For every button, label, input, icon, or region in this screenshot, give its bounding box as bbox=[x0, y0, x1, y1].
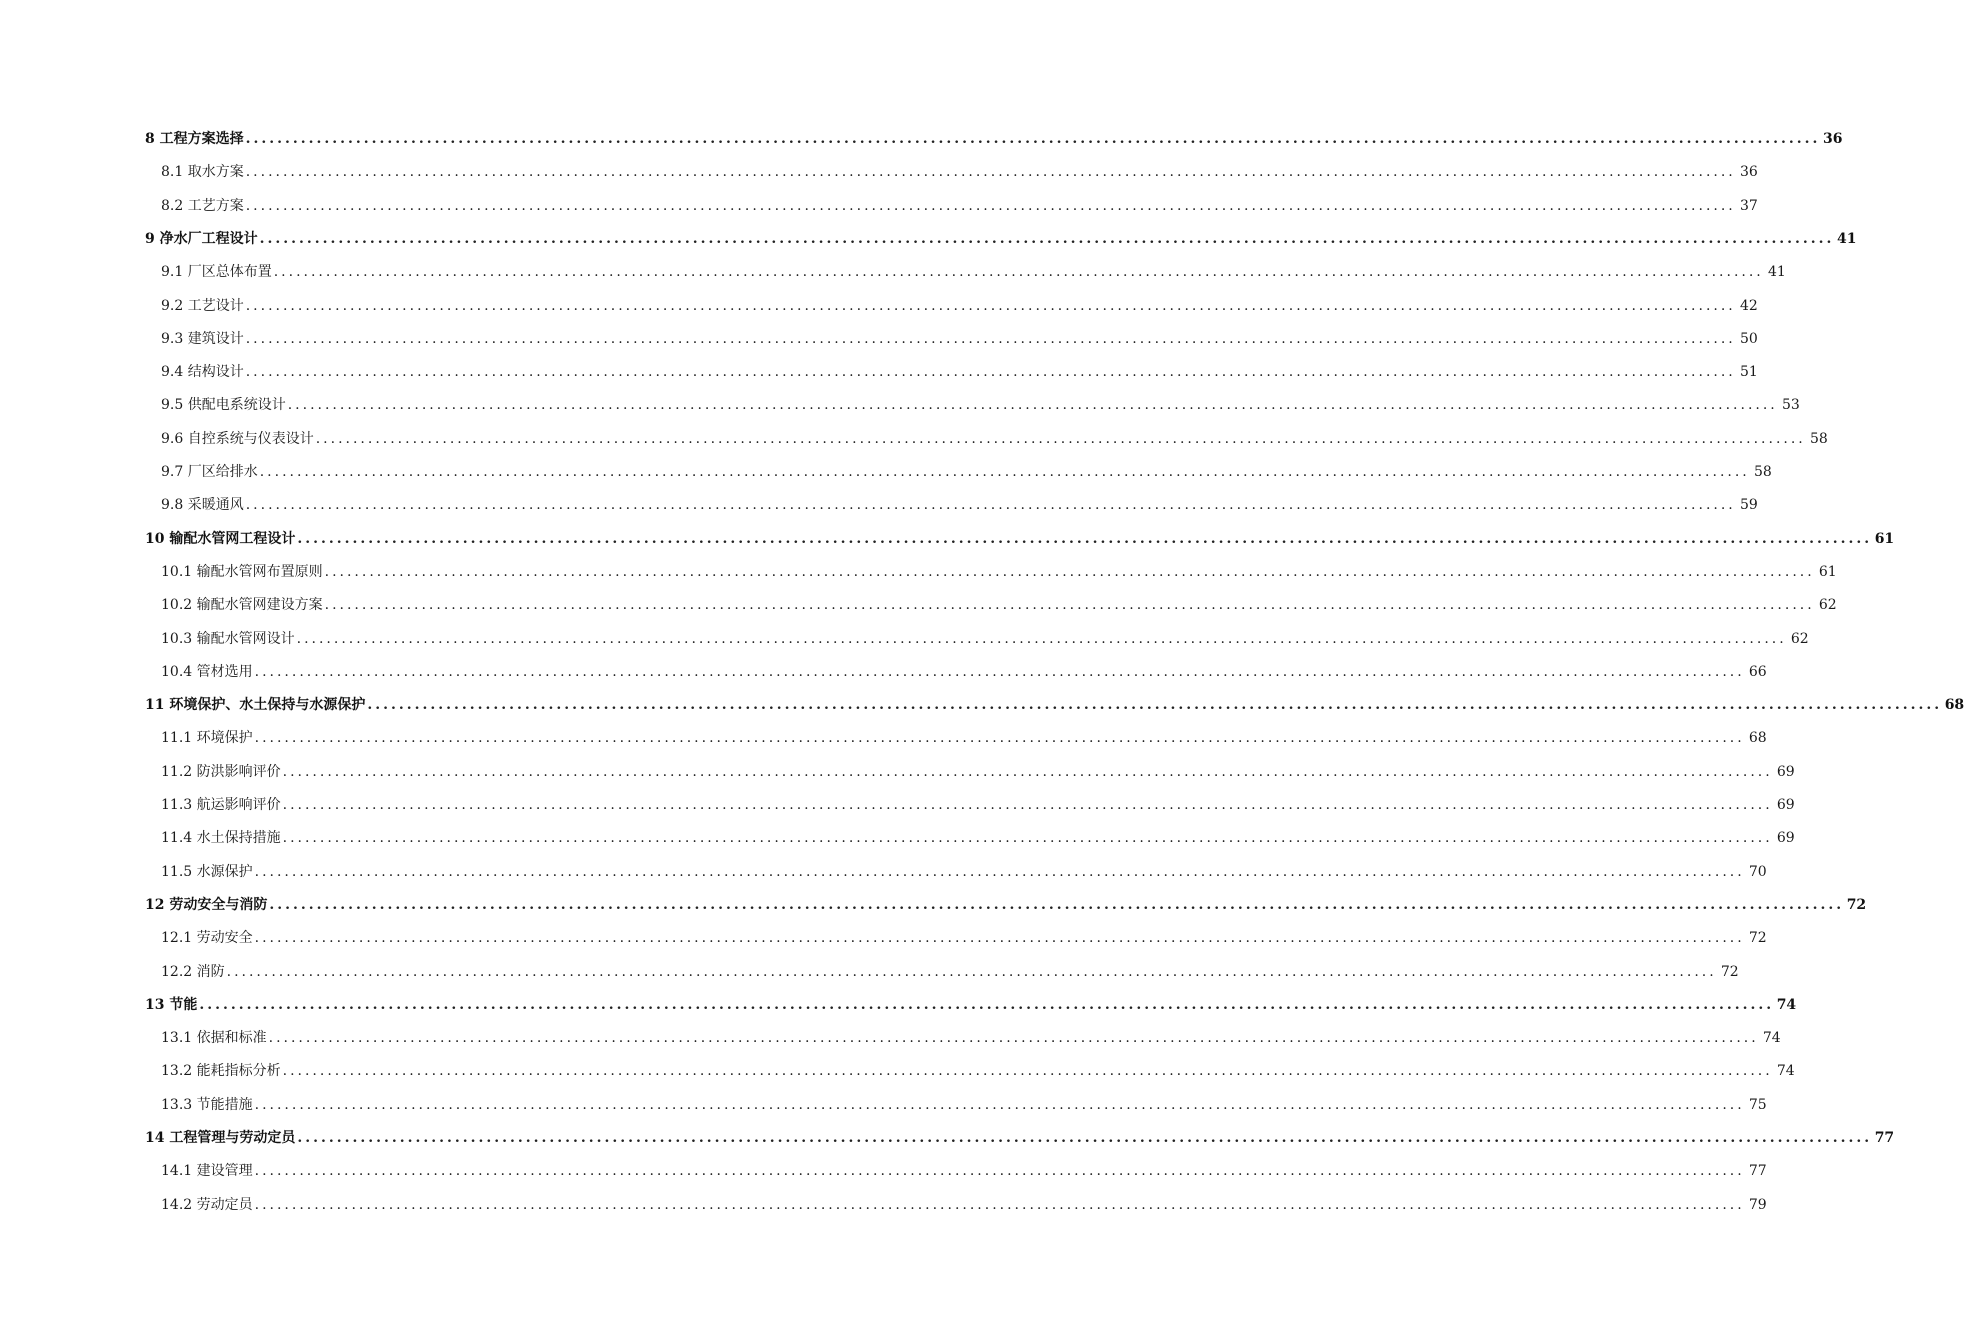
toc-dot-leader: ........................................................................................................................................................................................................ bbox=[324, 563, 1815, 580]
toc-entry-page-number: 74 bbox=[1776, 996, 1797, 1013]
toc-entry-title: 11 环境保护、水土保持与水源保护 bbox=[145, 697, 366, 714]
toc-entry-title: 10.4 管材选用 bbox=[161, 663, 253, 680]
toc-entry-title: 14.1 建设管理 bbox=[161, 1163, 253, 1180]
toc-entry-page-number: 36 bbox=[1822, 131, 1843, 147]
toc-section-entry[interactable] bbox=[161, 858, 1767, 882]
toc-dot-leader: ........................................................................................................................................................................................................ bbox=[245, 131, 1821, 147]
toc-section-entry[interactable] bbox=[161, 791, 1795, 815]
toc-entry-title: 9.2 工艺设计 bbox=[161, 297, 244, 314]
toc-section-entry[interactable] bbox=[161, 325, 1758, 349]
toc-section-entry[interactable] bbox=[161, 158, 1758, 182]
toc-entry-page-number: 36 bbox=[1739, 164, 1758, 181]
toc-chapter-entry[interactable] bbox=[145, 991, 1797, 1015]
toc-chapter-entry[interactable] bbox=[145, 891, 1867, 915]
toc-entry-page-number: 37 bbox=[1739, 197, 1758, 214]
toc-section-entry[interactable] bbox=[161, 958, 1739, 982]
toc-chapter-entry[interactable] bbox=[145, 125, 1843, 149]
toc-dot-leader: ........................................................................................................................................................................................................ bbox=[245, 164, 1736, 181]
toc-entry-page-number: 51 bbox=[1739, 364, 1758, 381]
toc-entry-page-number: 74 bbox=[1776, 1063, 1795, 1080]
toc-entry-page-number: 68 bbox=[1944, 697, 1964, 714]
toc-section-entry[interactable] bbox=[161, 658, 1767, 682]
toc-dot-leader: ........................................................................................................................................................................................................ bbox=[324, 597, 1815, 614]
toc-entry-title: 12 劳动安全与消防 bbox=[145, 896, 268, 913]
toc-dot-leader: ........................................................................................................................................................................................................ bbox=[226, 963, 1717, 980]
toc-entry-page-number: 75 bbox=[1748, 1096, 1767, 1113]
toc-section-entry[interactable] bbox=[161, 758, 1795, 782]
toc-dot-leader: ........................................................................................................................................................................................................ bbox=[367, 697, 1943, 714]
toc-entry-title: 13.1 依据和标准 bbox=[161, 1030, 267, 1047]
toc-entry-title: 9.8 采暖通风 bbox=[161, 497, 244, 514]
toc-entry-page-number: 79 bbox=[1748, 1196, 1767, 1213]
toc-entry-title: 11.3 航运影响评价 bbox=[161, 797, 281, 813]
toc-dot-leader: ........................................................................................................................................................................................................ bbox=[245, 330, 1736, 347]
toc-dot-leader: ........................................................................................................................................................................................................ bbox=[297, 1130, 1873, 1146]
toc-dot-leader: ........................................................................................................................................................................................................ bbox=[287, 397, 1778, 414]
toc-dot-leader: ........................................................................................................................................................................................................ bbox=[282, 763, 1773, 780]
toc-entry-page-number: 61 bbox=[1818, 563, 1837, 580]
toc-entry-title: 10 输配水管网工程设计 bbox=[145, 530, 296, 547]
toc-dot-leader: ........................................................................................................................................................................................................ bbox=[254, 930, 1745, 947]
toc-section-entry[interactable] bbox=[161, 625, 1809, 649]
toc-entry-page-number: 69 bbox=[1776, 763, 1795, 780]
toc-dot-leader: ........................................................................................................................................................................................................ bbox=[282, 830, 1773, 847]
toc-entry-page-number: 61 bbox=[1874, 530, 1895, 547]
toc-dot-leader: ........................................................................................................................................................................................................ bbox=[259, 464, 1750, 480]
toc-section-entry[interactable] bbox=[161, 1091, 1767, 1115]
toc-entry-title: 14.2 劳动定员 bbox=[161, 1196, 253, 1213]
toc-chapter-entry[interactable] bbox=[145, 1124, 1895, 1148]
toc-dot-leader: ........................................................................................................................................................................................................ bbox=[245, 197, 1736, 214]
toc-section-entry[interactable] bbox=[161, 1157, 1767, 1181]
toc-entry-page-number: 62 bbox=[1790, 630, 1809, 647]
toc-dot-leader: ........................................................................................................................................................................................................ bbox=[254, 1096, 1745, 1113]
toc-entry-title: 10.1 输配水管网布置原则 bbox=[161, 563, 323, 580]
toc-section-entry[interactable] bbox=[161, 458, 1772, 482]
toc-section-entry[interactable] bbox=[161, 824, 1795, 848]
toc-section-entry[interactable] bbox=[161, 558, 1837, 582]
toc-entry-page-number: 69 bbox=[1776, 830, 1795, 847]
toc-entry-page-number: 62 bbox=[1818, 597, 1837, 614]
toc-entry-title: 11.1 环境保护 bbox=[161, 730, 253, 747]
toc-dot-leader: ........................................................................................................................................................................................................ bbox=[254, 863, 1745, 880]
toc-section-entry[interactable] bbox=[161, 391, 1800, 415]
toc-entry-page-number: 68 bbox=[1748, 730, 1767, 747]
toc-chapter-entry[interactable] bbox=[145, 691, 1964, 715]
toc-entry-page-number: 58 bbox=[1753, 464, 1772, 480]
toc-section-entry[interactable] bbox=[161, 591, 1837, 615]
toc-dot-leader: ........................................................................................................................................................................................................ bbox=[254, 1196, 1745, 1213]
toc-entry-page-number: 72 bbox=[1720, 963, 1739, 980]
toc-section-entry[interactable] bbox=[161, 1191, 1767, 1215]
toc-entry-title: 8.1 取水方案 bbox=[161, 164, 244, 181]
toc-dot-leader: ........................................................................................................................................................................................................ bbox=[245, 297, 1736, 314]
toc-entry-title: 9.5 供配电系统设计 bbox=[161, 397, 286, 414]
toc-entry-title: 9.3 建筑设计 bbox=[161, 330, 244, 347]
toc-entry-page-number: 53 bbox=[1781, 397, 1800, 414]
toc-entry-title: 12.2 消防 bbox=[161, 963, 225, 980]
toc-dot-leader: ........................................................................................................................................................................................................ bbox=[282, 1063, 1773, 1080]
toc-dot-leader: ........................................................................................................................................................................................................ bbox=[315, 430, 1806, 447]
toc-dot-leader: ........................................................................................................................................................................................................ bbox=[282, 797, 1773, 813]
toc-entry-page-number: 70 bbox=[1748, 863, 1767, 880]
toc-entry-title: 9 净水厂工程设计 bbox=[145, 230, 258, 247]
toc-section-entry[interactable] bbox=[161, 292, 1758, 316]
toc-entry-title: 11.2 防洪影响评价 bbox=[161, 763, 281, 780]
toc-section-entry[interactable] bbox=[161, 425, 1828, 449]
toc-dot-leader: ........................................................................................................................................................................................................ bbox=[269, 896, 1845, 913]
toc-dot-leader: ........................................................................................................................................................................................................ bbox=[268, 1030, 1759, 1047]
toc-entry-page-number: 77 bbox=[1748, 1163, 1767, 1180]
toc-entry-page-number: 59 bbox=[1739, 497, 1758, 514]
toc-section-entry[interactable] bbox=[161, 924, 1767, 948]
toc-section-entry[interactable] bbox=[161, 1057, 1795, 1081]
toc-dot-leader: ........................................................................................................................................................................................................ bbox=[273, 264, 1764, 281]
toc-entry-page-number: 77 bbox=[1874, 1130, 1895, 1146]
toc-entry-title: 13 节能 bbox=[145, 996, 198, 1013]
toc-chapter-entry[interactable] bbox=[145, 225, 1857, 249]
toc-dot-leader: ........................................................................................................................................................................................................ bbox=[245, 497, 1736, 514]
toc-entry-page-number: 69 bbox=[1776, 797, 1795, 813]
toc-dot-leader: ........................................................................................................................................................................................................ bbox=[245, 364, 1736, 381]
toc-entry-page-number: 66 bbox=[1748, 663, 1767, 680]
toc-entry-title: 13.2 能耗指标分析 bbox=[161, 1063, 281, 1080]
toc-entry-page-number: 41 bbox=[1836, 230, 1857, 247]
toc-dot-leader: ........................................................................................................................................................................................................ bbox=[259, 230, 1835, 247]
toc-section-entry[interactable] bbox=[161, 491, 1758, 515]
toc-entry-title: 11.5 水源保护 bbox=[161, 863, 253, 880]
toc-entry-page-number: 42 bbox=[1739, 297, 1758, 314]
toc-entry-page-number: 50 bbox=[1739, 330, 1758, 347]
toc-entry-title: 12.1 劳动安全 bbox=[161, 930, 253, 947]
toc-section-entry[interactable] bbox=[161, 1024, 1781, 1048]
toc-entry-title: 14 工程管理与劳动定员 bbox=[145, 1130, 296, 1146]
toc-entry-title: 10.3 输配水管网设计 bbox=[161, 630, 295, 647]
toc-entry-page-number: 58 bbox=[1809, 430, 1828, 447]
toc-entry-title: 10.2 输配水管网建设方案 bbox=[161, 597, 323, 614]
toc-section-entry[interactable] bbox=[161, 724, 1767, 748]
toc-entry-title: 8 工程方案选择 bbox=[145, 131, 244, 147]
toc-dot-leader: ........................................................................................................................................................................................................ bbox=[297, 530, 1873, 547]
toc-section-entry[interactable] bbox=[161, 192, 1758, 216]
toc-section-entry[interactable] bbox=[161, 358, 1758, 382]
toc-section-entry[interactable] bbox=[161, 258, 1786, 282]
toc-entry-page-number: 72 bbox=[1748, 930, 1767, 947]
toc-entry-title: 9.6 自控系统与仪表设计 bbox=[161, 430, 314, 447]
toc-chapter-entry[interactable] bbox=[145, 525, 1895, 549]
toc-entry-page-number: 72 bbox=[1846, 896, 1867, 913]
toc-entry-title: 8.2 工艺方案 bbox=[161, 197, 244, 214]
toc-entry-title: 9.7 厂区给排水 bbox=[161, 464, 258, 480]
toc-entry-page-number: 41 bbox=[1767, 264, 1786, 281]
toc-entry-page-number: 74 bbox=[1762, 1030, 1781, 1047]
toc-entry-title: 13.3 节能措施 bbox=[161, 1096, 253, 1113]
toc-dot-leader: ........................................................................................................................................................................................................ bbox=[254, 1163, 1745, 1180]
toc-entry-title: 9.4 结构设计 bbox=[161, 364, 244, 381]
toc-entry-title: 11.4 水土保持措施 bbox=[161, 830, 281, 847]
toc-dot-leader: ........................................................................................................................................................................................................ bbox=[296, 630, 1787, 647]
toc-dot-leader: ........................................................................................................................................................................................................ bbox=[254, 663, 1745, 680]
toc-dot-leader: ........................................................................................................................................................................................................ bbox=[199, 996, 1775, 1013]
toc-dot-leader: ........................................................................................................................................................................................................ bbox=[254, 730, 1745, 747]
toc-entry-title: 9.1 厂区总体布置 bbox=[161, 264, 272, 281]
